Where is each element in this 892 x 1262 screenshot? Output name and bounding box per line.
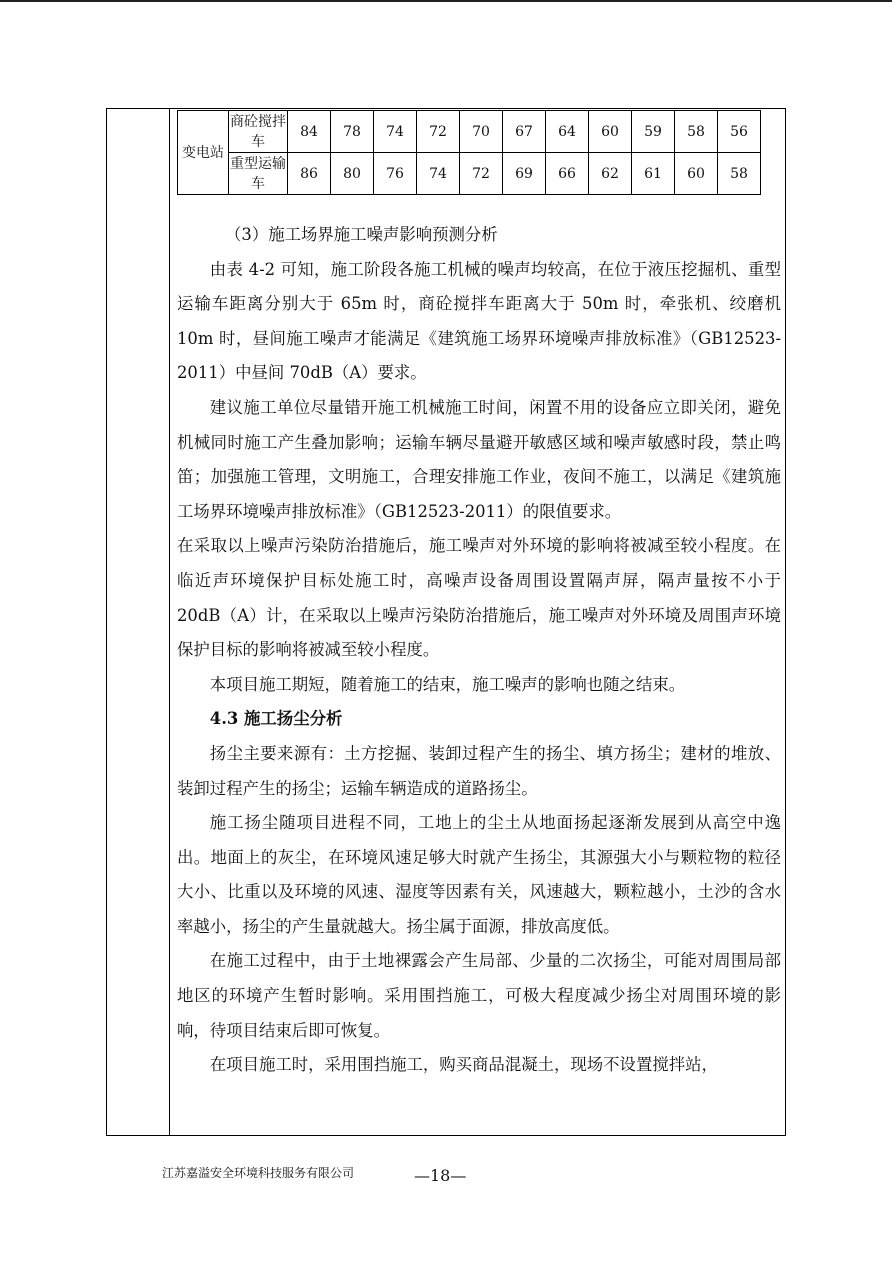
value-cell: 58 <box>675 111 718 153</box>
value-cell: 61 <box>632 153 675 195</box>
value-cell: 67 <box>503 111 546 153</box>
value-cell: 86 <box>288 153 331 195</box>
page-top-rule <box>0 0 892 2</box>
value-cell: 78 <box>331 111 374 153</box>
paragraph-noise-prediction: 由表 4-2 可知，施工阶段各施工机械的噪声均较高，在位于液压挖掘机、重型运输车距离分别大于 65m 时，商砼搅拌车距离大于 50m 时，牵张机、绞磨机 10m 时，昼间施工噪声才能满足《建筑施工场界环境噪声排放标准》（GB12523-2011）中昼间 70dB（A）要求。 <box>177 259 781 383</box>
equipment-cell: 商砼搅拌车 <box>229 111 288 153</box>
value-cell: 69 <box>503 153 546 195</box>
category-cell: 变电站 <box>178 111 229 195</box>
value-cell: 74 <box>374 111 417 153</box>
section-3-title: （3）施工场界施工噪声影响预测分析 <box>225 225 498 244</box>
noise-level-table <box>177 110 761 195</box>
footer-company: 江苏嘉溢安全环境科技服务有限公司 <box>162 1166 355 1180</box>
value-cell: 70 <box>460 111 503 153</box>
paragraph-noise-mitigation: 在采取以上噪声污染防治措施后，施工噪声对外环境的影响将被减至较小程度。在临近声环境保护目标处施工时，高噪声设备周围设置隔声屏，隔声量按不小于 20dB（A）计，在采取以上噪声污染防治措施后，施工噪声对外环境及周围声环境保护目标的影响将被减至较小程度。 <box>177 536 781 660</box>
value-cell: 66 <box>546 153 589 195</box>
value-cell: 56 <box>718 111 761 153</box>
value-cell: 64 <box>546 111 589 153</box>
section-4-3-heading: 4.3 施工扬尘分析 <box>209 709 343 729</box>
value-cell: 60 <box>675 153 718 195</box>
value-cell: 59 <box>632 111 675 153</box>
value-cell: 58 <box>718 153 761 195</box>
value-cell: 62 <box>589 153 632 195</box>
body-text <box>177 218 781 1083</box>
paragraph-dust-impact: 在施工过程中，由于土地裸露会产生局部、少量的二次扬尘，可能对周围局部地区的环境产生暂时影响。采用围挡施工，可极大程度减少扬尘对周围环境的影响，待项目结束后即可恢复。 <box>177 951 781 1040</box>
value-cell: 84 <box>288 111 331 153</box>
value-cell: 72 <box>417 111 460 153</box>
table-row <box>178 153 761 195</box>
paragraph-noise-end: 本项目施工期短，随着施工的结束，施工噪声的影响也随之结束。 <box>209 674 686 694</box>
equipment-cell: 重型运输车 <box>229 153 288 195</box>
table-row <box>178 111 761 153</box>
value-cell: 60 <box>589 111 632 153</box>
page-number: —18— <box>414 1166 467 1185</box>
paragraph-dust-measures: 在项目施工时，采用围挡施工，购买商品混凝土，现场不设置搅拌站， <box>209 1055 718 1075</box>
value-cell: 72 <box>460 153 503 195</box>
value-cell: 74 <box>417 153 460 195</box>
paragraph-noise-suggestions: 建议施工单位尽量错开施工机械施工时间，闲置不用的设备应立即关闭，避免机械同时施工产生叠加影响；运输车辆尽量避开敏感区域和噪声敏感时段，禁止鸣笛；加强施工管理，文明施工，合理安排施工作业，夜间不施工，以满足《建筑施工场界环境噪声排放标准》（GB12523-2011）的限值要求。 <box>177 397 781 521</box>
value-cell: 76 <box>374 153 417 195</box>
value-cell: 80 <box>331 153 374 195</box>
frame-column-divider <box>169 109 170 1135</box>
paragraph-dust-process: 施工扬尘随项目进程不同，工地上的尘土从地面扬起逐渐发展到从高空中逸出。地面上的灰尘，在环境风速足够大时就产生扬尘，其源强大小与颗粒物的粒径大小、比重以及环境的风速、湿度等因素有关，风速越大，颗粒越小，土沙的含水率越小，扬尘的产生量就越大。扬尘属于面源，排放高度低。 <box>177 813 781 936</box>
paragraph-dust-sources: 扬尘主要来源有：土方挖掘、装卸过程产生的扬尘、填方扬尘；建材的堆放、装卸过程产生的扬尘；运输车辆造成的道路扬尘。 <box>177 743 781 798</box>
